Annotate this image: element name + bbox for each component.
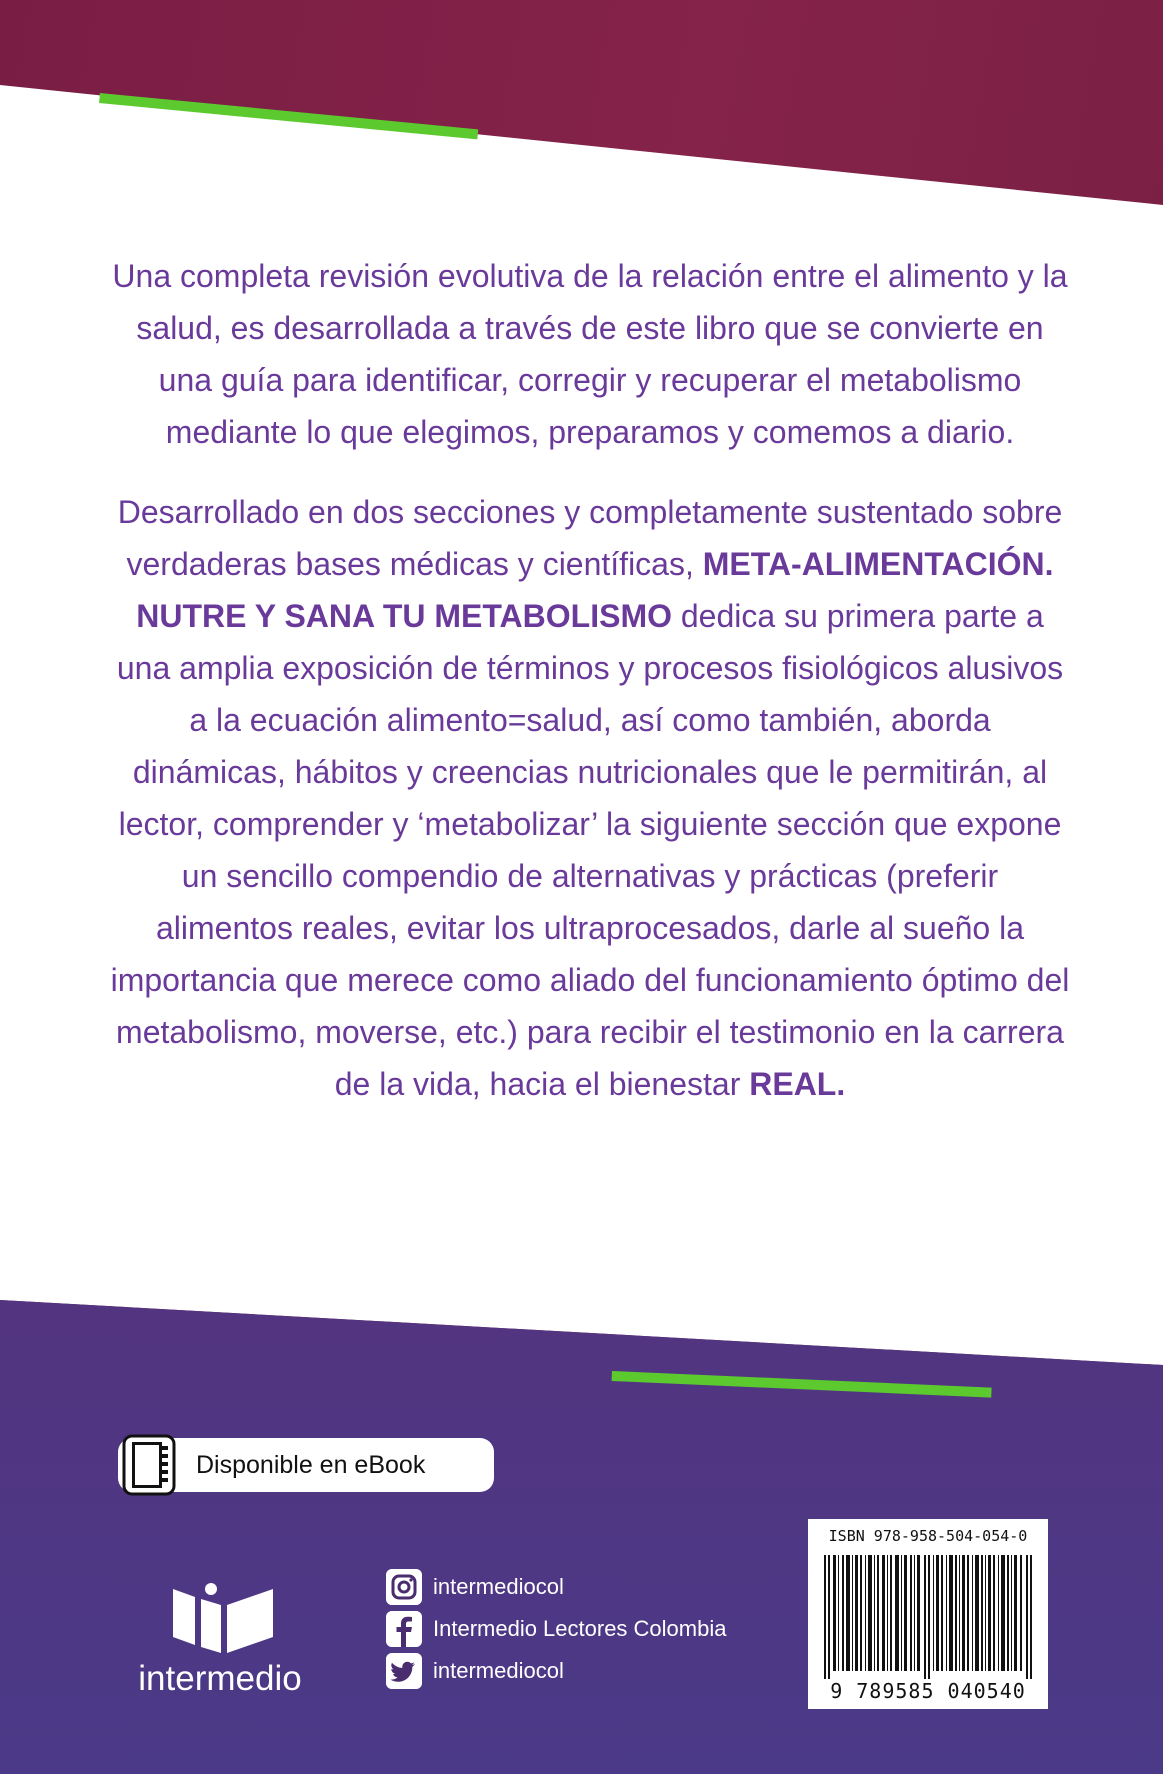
isbn-label: ISBN 978-958-504-054-0: [828, 1527, 1028, 1545]
ebook-label: Disponible en eBook: [196, 1451, 426, 1479]
publisher-logo: [115, 1575, 325, 1705]
synopsis-paragraph-2: [110, 486, 1070, 1110]
synopsis-paragraph-2-rest: dedica su primera parte a una amplia exposición de términos y procesos fisiológicos alusivos a la ecuación alimento=salud, así como también, aborda dinámicas, hábitos y creencias nutricionales que le permitirán, al lector, comprender y ‘metabolizar’ la siguiente sección que expone un sencillo compendio de alternativas y prácticas (preferir alimentos reales, evitar los ultraprocesados, darle al sueño la importancia que merece como aliado del funcionamiento óptimo del metabolismo, moverse, etc.) para recibir el testimonio en la carrera de la vida, hacia el bienestar: [110, 598, 1070, 1102]
instagram-icon: [386, 1569, 422, 1605]
publisher-name: intermedio: [138, 1659, 302, 1698]
barcode-bars: [824, 1555, 1032, 1679]
isbn-barcode: [808, 1519, 1048, 1709]
twitter-icon: [386, 1653, 422, 1689]
book-title-inline: META-ALIMENTACIÓN. NUTRE Y SANA TU METABOLISMO: [136, 546, 1054, 634]
ebook-reader-icon: [118, 1432, 180, 1498]
intermedio-logo-mark: [173, 1575, 273, 1659]
ebook-badge: [118, 1438, 494, 1492]
facebook-icon: [386, 1611, 422, 1647]
social-label-facebook: Intermedio Lectores Colombia: [433, 1616, 727, 1641]
synopsis-paragraph-2-start: Desarrollado en dos secciones y completamente sustentado sobre verdaderas bases médicas y científicas,: [117, 494, 1063, 582]
synopsis-paragraph-2-end: REAL.: [749, 1066, 846, 1102]
barcode-digits: 9 789585 040540: [830, 1679, 1026, 1703]
social-label-instagram: intermediocol: [433, 1574, 564, 1599]
social-label-twitter: intermediocol: [433, 1658, 564, 1683]
synopsis-text: [110, 250, 1070, 1138]
synopsis-paragraph-1: Una completa revisión evolutiva de la relación entre el alimento y la salud, es desarrollada a través de este libro que se convierte en una guía para identificar, corregir y recuperar el metabolismo mediante lo que elegimos, preparamos y comemos a diario.: [112, 258, 1068, 450]
